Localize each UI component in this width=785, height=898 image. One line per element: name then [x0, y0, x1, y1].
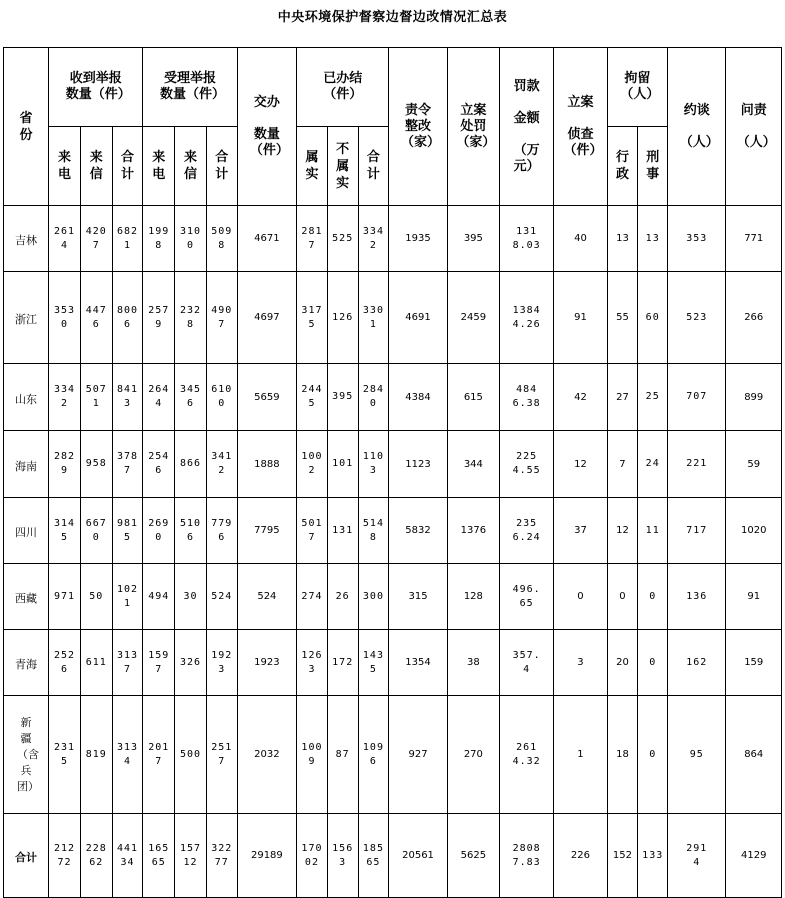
summary-table — [3, 47, 782, 898]
cell-value: 9815 — [112, 498, 143, 564]
cell-value: 1263 — [297, 630, 328, 696]
cell-value: 226 — [554, 814, 607, 898]
cell-value: 18 — [607, 696, 638, 814]
cell-value: 128 — [447, 564, 499, 630]
cell-value: 971 — [49, 564, 81, 630]
cell-value: 2254.55 — [500, 431, 554, 498]
cell-value: 2356.24 — [500, 498, 554, 564]
cell-value: 6100 — [206, 364, 237, 431]
cell-value: 353 — [668, 206, 726, 272]
cell-value: 13844.26 — [500, 272, 554, 364]
cell-value: 3100 — [175, 206, 207, 272]
cell-value: 2526 — [49, 630, 81, 696]
table-row — [4, 272, 782, 364]
cell-value: 819 — [80, 696, 112, 814]
cell-value: 27 — [607, 364, 638, 431]
cell-value: 866 — [175, 431, 207, 498]
cell-value: 3137 — [112, 630, 143, 696]
cell-value: 2328 — [175, 272, 207, 364]
cell-value: 5625 — [447, 814, 499, 898]
subheader-completed-total: 合计 — [358, 127, 389, 206]
header-received: 收到举报数量（件） — [49, 48, 143, 127]
cell-value: 3301 — [358, 272, 389, 364]
subheader-completed-untrue: 不属实 — [327, 127, 358, 206]
header-accountability: 问责 （人） — [726, 48, 782, 206]
header-transferred: 交办 数量（件） — [237, 48, 296, 206]
cell-value: 899 — [726, 364, 782, 431]
cell-value: 3 — [554, 630, 607, 696]
cell-value: 2690 — [143, 498, 175, 564]
cell-value: 159 — [726, 630, 782, 696]
cell-value: 0 — [554, 564, 607, 630]
cell-value: 0 — [638, 564, 668, 630]
cell-value: 5071 — [80, 364, 112, 431]
cell-value: 11 — [638, 498, 668, 564]
cell-value: 958 — [80, 431, 112, 498]
cell-value: 927 — [389, 696, 447, 814]
cell-value: 4207 — [80, 206, 112, 272]
cell-value: 4671 — [237, 206, 296, 272]
cell-value: 136 — [668, 564, 726, 630]
table-row — [4, 814, 782, 898]
cell-value: 59 — [726, 431, 782, 498]
cell-value: 3342 — [49, 364, 81, 431]
cell-value: 37 — [554, 498, 607, 564]
cell-value: 8006 — [112, 272, 143, 364]
cell-value: 4129 — [726, 814, 782, 898]
header-province: 省份 — [4, 48, 49, 206]
cell-value: 2445 — [297, 364, 328, 431]
cell-value: 5106 — [175, 498, 207, 564]
cell-value: 24 — [638, 431, 668, 498]
cell-value: 32277 — [206, 814, 237, 898]
cell-value: 2817 — [297, 206, 328, 272]
cell-value: 523 — [668, 272, 726, 364]
cell-value: 1597 — [143, 630, 175, 696]
cell-value: 25 — [638, 364, 668, 431]
cell-value: 496.65 — [500, 564, 554, 630]
cell-value: 525 — [327, 206, 358, 272]
cell-province: 海南 — [4, 431, 49, 498]
cell-value: 2579 — [143, 272, 175, 364]
header-rectify: 责令整改（家） — [389, 48, 447, 206]
cell-value: 6670 — [80, 498, 112, 564]
cell-value: 3134 — [112, 696, 143, 814]
cell-value: 133 — [638, 814, 668, 898]
cell-value: 6821 — [112, 206, 143, 272]
subheader-accepted-letter: 来信 — [175, 127, 207, 206]
cell-value: 1009 — [297, 696, 328, 814]
cell-value: 4697 — [237, 272, 296, 364]
cell-value: 101 — [327, 431, 358, 498]
subheader-received-total: 合计 — [112, 127, 143, 206]
table-row — [4, 364, 782, 431]
cell-value: 50 — [80, 564, 112, 630]
cell-value: 5659 — [237, 364, 296, 431]
subheader-accepted-total: 合计 — [206, 127, 237, 206]
cell-value: 91 — [726, 564, 782, 630]
cell-value: 60 — [638, 272, 668, 364]
cell-value: 2546 — [143, 431, 175, 498]
cell-value: 22862 — [80, 814, 112, 898]
cell-value: 21272 — [49, 814, 81, 898]
subheader-received-letter: 来信 — [80, 127, 112, 206]
cell-value: 3145 — [49, 498, 81, 564]
table-row — [4, 431, 782, 498]
cell-value: 315 — [389, 564, 447, 630]
header-case: 立案 侦查（件） — [554, 48, 607, 206]
subheader-received-phone: 来电 — [49, 127, 81, 206]
cell-value: 87 — [327, 696, 358, 814]
cell-value: 395 — [327, 364, 358, 431]
cell-value: 4907 — [206, 272, 237, 364]
cell-value: 326 — [175, 630, 207, 696]
cell-value: 1002 — [297, 431, 328, 498]
cell-value: 91 — [554, 272, 607, 364]
header-interview: 约谈 （人） — [668, 48, 726, 206]
cell-value: 3342 — [358, 206, 389, 272]
cell-value: 1998 — [143, 206, 175, 272]
cell-value: 615 — [447, 364, 499, 431]
cell-value: 1 — [554, 696, 607, 814]
cell-value: 3787 — [112, 431, 143, 498]
cell-value: 4476 — [80, 272, 112, 364]
cell-value: 0 — [638, 696, 668, 814]
cell-province: 青海 — [4, 630, 49, 696]
cell-value: 266 — [726, 272, 782, 364]
header-fine: 罚款 金额 （万元） — [500, 48, 554, 206]
cell-value: 4384 — [389, 364, 447, 431]
cell-value: 30 — [175, 564, 207, 630]
cell-value: 12 — [607, 498, 638, 564]
cell-value: 1096 — [358, 696, 389, 814]
cell-value: 28087.83 — [500, 814, 554, 898]
cell-value: 7 — [607, 431, 638, 498]
cell-value: 152 — [607, 814, 638, 898]
table-body — [4, 206, 782, 898]
subheader-detained-criminal: 刑事 — [638, 127, 668, 206]
subheader-accepted-phone: 来电 — [143, 127, 175, 206]
cell-value: 1103 — [358, 431, 389, 498]
table-row — [4, 498, 782, 564]
table-row — [4, 630, 782, 696]
cell-value: 40 — [554, 206, 607, 272]
cell-value: 0 — [607, 564, 638, 630]
cell-province: 合计 — [4, 814, 49, 898]
cell-value: 221 — [668, 431, 726, 498]
header-filed: 立案处罚（家） — [447, 48, 499, 206]
cell-value: 707 — [668, 364, 726, 431]
cell-value: 1923 — [237, 630, 296, 696]
cell-value: 1435 — [358, 630, 389, 696]
subheader-detained-admin: 行政 — [607, 127, 638, 206]
cell-value: 2315 — [49, 696, 81, 814]
cell-value: 38 — [447, 630, 499, 696]
cell-value: 95 — [668, 696, 726, 814]
cell-value: 2914 — [668, 814, 726, 898]
cell-value: 7795 — [237, 498, 296, 564]
cell-value: 18565 — [358, 814, 389, 898]
cell-province: 新疆（含兵团） — [4, 696, 49, 814]
cell-value: 8413 — [112, 364, 143, 431]
cell-value: 12 — [554, 431, 607, 498]
cell-value: 2614.32 — [500, 696, 554, 814]
cell-value: 2459 — [447, 272, 499, 364]
cell-value: 344 — [447, 431, 499, 498]
cell-value: 13 — [638, 206, 668, 272]
cell-value: 1318.03 — [500, 206, 554, 272]
cell-province: 山东 — [4, 364, 49, 431]
table-title: 中央环境保护督察边督边改情况汇总表 — [277, 10, 508, 25]
subheader-completed-true: 属实 — [297, 127, 328, 206]
header-detained: 拘留（人） — [607, 48, 667, 127]
cell-value: 55 — [607, 272, 638, 364]
cell-value: 1123 — [389, 431, 447, 498]
table-row — [4, 564, 782, 630]
cell-value: 524 — [206, 564, 237, 630]
cell-value: 2840 — [358, 364, 389, 431]
cell-value: 1021 — [112, 564, 143, 630]
header-accepted: 受理举报数量（件） — [143, 48, 237, 127]
cell-value: 16565 — [143, 814, 175, 898]
cell-value: 1888 — [237, 431, 296, 498]
cell-province: 四川 — [4, 498, 49, 564]
cell-value: 1923 — [206, 630, 237, 696]
cell-value: 5832 — [389, 498, 447, 564]
cell-province: 吉林 — [4, 206, 49, 272]
cell-value: 5017 — [297, 498, 328, 564]
cell-value: 2829 — [49, 431, 81, 498]
cell-value: 15712 — [175, 814, 207, 898]
cell-value: 494 — [143, 564, 175, 630]
cell-value: 44134 — [112, 814, 143, 898]
cell-value: 1563 — [327, 814, 358, 898]
cell-value: 162 — [668, 630, 726, 696]
cell-value: 126 — [327, 272, 358, 364]
cell-province: 浙江 — [4, 272, 49, 364]
cell-value: 3530 — [49, 272, 81, 364]
cell-value: 300 — [358, 564, 389, 630]
cell-value: 3175 — [297, 272, 328, 364]
cell-value: 1354 — [389, 630, 447, 696]
cell-value: 771 — [726, 206, 782, 272]
cell-value: 2032 — [237, 696, 296, 814]
cell-value: 274 — [297, 564, 328, 630]
cell-value: 42 — [554, 364, 607, 431]
cell-value: 717 — [668, 498, 726, 564]
cell-value: 7796 — [206, 498, 237, 564]
cell-value: 4691 — [389, 272, 447, 364]
cell-value: 524 — [237, 564, 296, 630]
cell-value: 1020 — [726, 498, 782, 564]
cell-value: 611 — [80, 630, 112, 696]
cell-value: 13 — [607, 206, 638, 272]
header-completed: 已办结（件） — [297, 48, 389, 127]
cell-value: 2614 — [49, 206, 81, 272]
cell-value: 395 — [447, 206, 499, 272]
cell-value: 2644 — [143, 364, 175, 431]
cell-value: 3412 — [206, 431, 237, 498]
cell-value: 4846.38 — [500, 364, 554, 431]
cell-value: 5098 — [206, 206, 237, 272]
table-row — [4, 696, 782, 814]
cell-value: 20 — [607, 630, 638, 696]
cell-value: 357.4 — [500, 630, 554, 696]
cell-value: 20561 — [389, 814, 447, 898]
cell-value: 172 — [327, 630, 358, 696]
table-row — [4, 206, 782, 272]
cell-value: 2517 — [206, 696, 237, 814]
cell-value: 1376 — [447, 498, 499, 564]
cell-value: 1935 — [389, 206, 447, 272]
cell-value: 17002 — [297, 814, 328, 898]
cell-value: 5148 — [358, 498, 389, 564]
cell-value: 500 — [175, 696, 207, 814]
cell-province: 西藏 — [4, 564, 49, 630]
cell-value: 2017 — [143, 696, 175, 814]
cell-value: 864 — [726, 696, 782, 814]
cell-value: 3456 — [175, 364, 207, 431]
cell-value: 29189 — [237, 814, 296, 898]
cell-value: 131 — [327, 498, 358, 564]
cell-value: 270 — [447, 696, 499, 814]
cell-value: 26 — [327, 564, 358, 630]
cell-value: 0 — [638, 630, 668, 696]
